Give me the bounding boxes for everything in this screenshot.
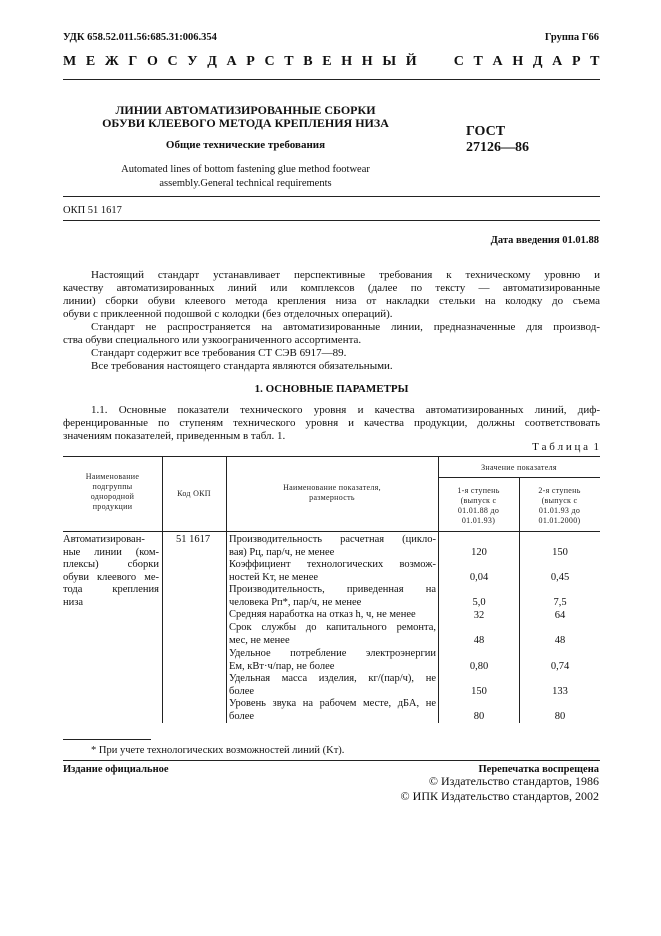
row-noise-level-stage-1: 80 bbox=[473, 711, 485, 722]
cell-line: Производительность, приведенная на bbox=[229, 584, 436, 595]
row-mtbf-stage-2: 64 bbox=[554, 610, 566, 621]
row-specific-mass-stage-2: 133 bbox=[552, 686, 568, 697]
interstate-standard-banner: М Е Ж Г О С У Д А Р С Т В Е Н Н Ы Й С Т А Н Д А Р Т bbox=[63, 54, 600, 69]
title-rule bbox=[63, 196, 600, 197]
cell-line: обуви клеевого ме- bbox=[63, 571, 159, 583]
header-text: 01.01.93 до bbox=[538, 506, 581, 515]
cell-line: Срок службы до капитального ремонта, bbox=[229, 622, 436, 633]
row-tech-coefficient-stage-2: 0,45 bbox=[550, 572, 570, 583]
row-mtbf-stage-1: 32 bbox=[473, 610, 485, 621]
header-okp-code: Код ОКП bbox=[177, 489, 211, 498]
table-label: Т а б л и ц а 1 bbox=[532, 441, 599, 453]
row-capacity-stage-1: 120 bbox=[471, 547, 487, 558]
row-service-life-stage-1: 48 bbox=[473, 635, 485, 646]
header-product-subgroup bbox=[63, 472, 162, 512]
subtitle: Общие технические требования bbox=[165, 139, 326, 151]
cell-line: мес, не менее bbox=[229, 634, 290, 646]
cell-line: Удельная масса изделия, кг/(пар/ч), не bbox=[229, 673, 436, 684]
introduction-date bbox=[491, 234, 599, 247]
header-text: Наименование показателя, bbox=[283, 483, 381, 492]
row-noise-level-name bbox=[229, 698, 436, 723]
header-text: размерность bbox=[309, 493, 355, 502]
footer-rule bbox=[63, 760, 600, 761]
text-line: ства обуви специального или узкоограниченного ассортимента. bbox=[63, 334, 362, 346]
text-line: качеству автоматизированных линий или комплексов (далее по тексту — автоматизированные bbox=[63, 282, 600, 294]
header-text: 01.01.88 до bbox=[457, 506, 500, 515]
row-energy-name bbox=[229, 648, 436, 673]
text-line: Настоящий стандарт устанавливает перспективные требования к техническому уровню и bbox=[91, 269, 600, 281]
introduction-date-value: 01.01.88 bbox=[562, 235, 599, 246]
cell-line: низа bbox=[63, 596, 84, 608]
header-text: 01.01.93) bbox=[461, 516, 496, 525]
row-capacity-name bbox=[229, 534, 436, 559]
title-line-2: ОБУВИ КЛЕЕВОГО МЕТОДА КРЕПЛЕНИЯ НИЗА bbox=[102, 116, 389, 130]
text-line: Стандарт не распространяется на автоматизированные линии, предназначенные для производ- bbox=[91, 321, 600, 333]
header-rule bbox=[63, 79, 600, 80]
row-energy-stage-1: 0,80 bbox=[469, 661, 489, 672]
row-energy-stage-2: 0,74 bbox=[550, 661, 570, 672]
row-capacity-stage-2: 150 bbox=[552, 547, 568, 558]
cell-line: человека Pп*, пар/ч, не менее bbox=[229, 596, 362, 608]
text-line: значениям показателей, приведенным в табл. 1. bbox=[63, 430, 286, 442]
cell-line: Удельное потребление электроэнергии bbox=[229, 648, 436, 659]
header-indicator-name bbox=[226, 483, 438, 503]
copyright-2002: © ИПК Издательство стандартов, 2002 bbox=[400, 789, 599, 803]
section-1-heading: 1. ОСНОВНЫЕ ПАРАМЕТРЫ bbox=[254, 383, 409, 395]
cell-line: более bbox=[229, 685, 255, 697]
header-text: (выпуск с bbox=[541, 496, 578, 505]
okp-code: ОКП 51 1617 bbox=[63, 205, 122, 216]
footnote-rule bbox=[63, 739, 151, 740]
gost-label: ГОСТ bbox=[466, 124, 506, 139]
text-line: линии) сборки обуви клеевого метода крепления низа от накладки стельки на колодку до съема bbox=[63, 295, 600, 307]
row-specific-mass-stage-1: 150 bbox=[471, 686, 487, 697]
introduction-date-label: Дата введения bbox=[490, 235, 560, 246]
english-title-line-2: assembly.General technical requirements bbox=[159, 178, 332, 189]
header-text: 1-я ступень bbox=[457, 486, 500, 495]
cell-line: Средняя наработка на отказ h, ч, не менее bbox=[229, 609, 416, 620]
header-text: 01.01.2000) bbox=[538, 516, 581, 525]
header-text: продукции bbox=[92, 502, 133, 511]
row-noise-level-stage-2: 80 bbox=[554, 711, 566, 722]
header-text: подгруппы bbox=[92, 482, 133, 491]
paragraph-mandatory: Все требования настоящего стандарта являются обязательными. bbox=[91, 360, 393, 372]
row-tech-coefficient-name bbox=[229, 559, 436, 584]
cell-line: более bbox=[229, 710, 255, 722]
header-text: (выпуск с bbox=[460, 496, 497, 505]
row-mtbf-name bbox=[229, 609, 436, 622]
cell-line: ные линии (ком- bbox=[63, 546, 159, 558]
gost-number: 27126—86 bbox=[466, 140, 529, 155]
text-line: ференцированные по ступеням технического уровня и качества продукции, должны соответствовать bbox=[63, 417, 600, 429]
cell-line: Автоматизирован- bbox=[63, 534, 145, 545]
reprint-notice: Перепечатка воспрещена bbox=[478, 764, 599, 775]
header-stage-1 bbox=[438, 486, 519, 526]
copyright-1986: © Издательство стандартов, 1986 bbox=[428, 774, 599, 788]
cell-line: Уровень звука на рабочем месте, дБА, не bbox=[229, 698, 436, 709]
cell-line: тода крепления bbox=[63, 584, 159, 595]
row-tech-coefficient-stage-1: 0,04 bbox=[469, 572, 489, 583]
product-subgroup-cell bbox=[63, 534, 159, 609]
header-text: 2-я ступень bbox=[538, 486, 581, 495]
group-code: Группа Г66 bbox=[544, 32, 599, 43]
row-per-person-capacity-stage-2: 7,5 bbox=[553, 597, 567, 608]
cell-line: ностей Kт, не менее bbox=[229, 571, 319, 583]
text-line: обуви с приклеенной подошвой с колодки (без отделочных операций). bbox=[63, 308, 393, 320]
paragraph-scope bbox=[63, 269, 600, 321]
english-title-line-1: Automated lines of bottom fastening glue method footwear bbox=[121, 164, 370, 175]
cell-line: Производительность расчетная (цикло- bbox=[229, 534, 436, 545]
header-indicator-value: Значение показателя bbox=[481, 463, 557, 472]
title-line-1: ЛИНИИ АВТОМАТИЗИРОВАННЫЕ СБОРКИ bbox=[115, 103, 376, 117]
table-top-rule bbox=[63, 456, 600, 457]
row-specific-mass-name bbox=[229, 673, 436, 698]
cell-line: Eм, кВт·ч/пар, не более bbox=[229, 660, 335, 672]
cell-line: Коэффициент технологических возмож- bbox=[229, 559, 436, 570]
okp-code-cell: 51 1617 bbox=[176, 534, 211, 545]
udk-code: УДК 658.52.011.56:685.31:006.354 bbox=[63, 32, 217, 43]
paragraph-1-1 bbox=[63, 404, 600, 443]
paragraph-exclusions bbox=[63, 321, 600, 347]
row-service-life-name bbox=[229, 622, 436, 647]
okp-rule bbox=[63, 220, 600, 221]
row-service-life-stage-2: 48 bbox=[554, 635, 566, 646]
footnote: * При учете технологических возможностей линий (Kт). bbox=[91, 745, 345, 756]
row-per-person-capacity-stage-1: 5,0 bbox=[472, 597, 486, 608]
cell-line: вая) Pц, пар/ч, не менее bbox=[229, 546, 335, 558]
header-stage-2 bbox=[519, 486, 600, 526]
header-text: однородной bbox=[90, 492, 135, 501]
cell-line: плексы) сборки bbox=[63, 559, 159, 570]
row-per-person-capacity-name bbox=[229, 584, 436, 609]
header-text: Наименование bbox=[85, 472, 140, 481]
text-line: 1.1. Основные показатели технического уровня и качества автоматизированных линий, диф- bbox=[91, 404, 600, 416]
official-edition: Издание официальное bbox=[63, 764, 169, 775]
paragraph-sev: Стандарт содержит все требования СТ СЭВ 6917—89. bbox=[91, 347, 347, 359]
